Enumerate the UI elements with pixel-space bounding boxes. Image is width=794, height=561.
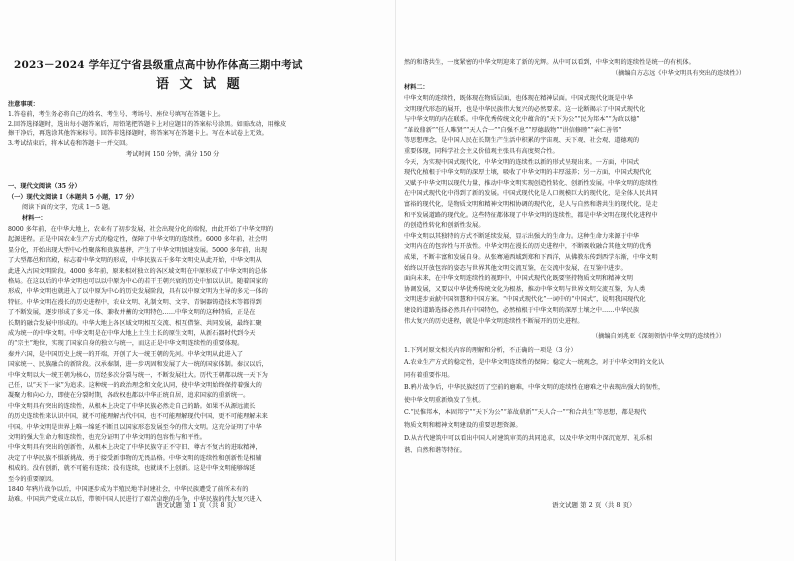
body-line: 中华文明具有突出的连续性，从根本上决定了中华民族必然走自己的路。如果不从源远流长	[8, 402, 256, 410]
page-gutter	[395, 0, 396, 561]
answer-option: D.从古代建筑中可以看出中国人对建筑审美的共同追求，以及中华文明中深沉宽厚、礼乐相	[404, 434, 653, 442]
body-line: 面向未来，在中华文明连续性的视野中，中国式现代化既要坚持物质文明和精神文明	[404, 275, 633, 283]
right-page	[402, 18, 788, 543]
body-line: 1840 年鸦片战争以后，中国逐步成为半殖民地半封建社会，中华民族遭受了前所未有的	[8, 486, 249, 493]
answer-option: A.农业生产方式的稳定性，是中华文明连续性的保障；稳定大一统观念，对于中华文明的文化认	[404, 359, 665, 366]
body-line: 秦并六国，是中国历史上统一的开端，开创了大一统王朝的先河。中华文明从此进入了	[8, 350, 244, 358]
body-line: 了大型都邑和宫殿，标志着中华文明的形成，中华民族五千多年文明史从此开始，中华文明从	[8, 257, 262, 265]
subsection-heading: （一）现代文阅读 I（本题共 5 小题，17 分）	[8, 194, 138, 201]
body-line: 文明进步贡献中国智慧和中国方案。“中国式现代化”一词中的“中国式”，说明我国现代化	[404, 296, 646, 304]
source-citation: （摘编自方志远《中华文明具有突出的连续性》）	[612, 70, 746, 77]
body-line: 己任，以“天下一家”为追求。这种统一的政治理念和文化认同，使中华文明始终保持着强大的	[8, 382, 262, 389]
body-line: 长期的融合发展中形成的。中华大地上各区域文明相互交流、相互借鉴、共同发展，最终汇聚	[8, 319, 262, 327]
section-heading: 一、现代文阅读（35 分）	[8, 183, 81, 190]
answer-option: 物质文明和精神文明建设的重要思想资源。	[404, 422, 522, 429]
body-line: 始终以开放包容的姿态与世界其他文明交流互鉴，在交流中发展，在互鉴中进步。	[404, 264, 627, 272]
exam-title: 2023－2024 学年辽宁省县级重点高中协作体高三期中考试	[14, 59, 303, 71]
material-label: 材料一：	[22, 215, 47, 222]
body-line: 凝聚力和向心力，即使在分裂时期，各政权也都以中华正统自居，追求国家的重新统一。	[8, 392, 250, 400]
body-line: 成果，不断丰富和发展自身。从张骞通西域到郑和下西洋，从佛教东传到西学东渐，中华文明	[404, 254, 658, 261]
body-line: 决定了中华民族不惧新挑战、勇于接受新事物的无畏品格。中华文明的连续性和创新性是相辅	[8, 454, 262, 462]
body-line: 重要体现，同科学社会主义价值观主张具有高度契合性。	[404, 148, 559, 155]
reading-instruction: 阅读下面的文字，完成 1～5 题。	[22, 204, 115, 211]
body-line: 文明现代形态的展开，也是中华民族伟大复兴的必然要求。这一论断揭示了中国式现代化	[404, 105, 646, 113]
answer-option: 谐、自然和谐等特征。	[404, 447, 466, 455]
body-line: 文明的强大生命力和连续性，也充分证明了中华文明的包容性与和平性。	[8, 434, 206, 441]
body-line: 的“宗主”地位，实现了国家自身的独立与统一，而这正是中华文明连续性的重要体现。	[8, 340, 244, 348]
body-line: 现代化植根于中华文明的深厚土壤，吸收了中华文明的丰厚滋养；另一方面，中国式现代化	[404, 169, 652, 177]
body-line: 文明内在的包容性与开放性。中华文明在漫长的历史进程中，不断吸收融合其他文明的优秀	[404, 243, 652, 251]
answer-option: 同有着重要作用。	[404, 371, 454, 379]
body-line: 形成，中华文明也就进入了以中原为中心的历史发展阶段，具有以中原文明为主导的多元一体的	[8, 288, 268, 296]
exam-time-info: 考试时间 150 分钟，满分 150 分	[126, 151, 220, 158]
body-line: 至今的重要原因。	[8, 475, 58, 483]
body-line: 中华文明的连续性，既体现在物质层面，也体现在精神层面。中国式现代化既是中华	[404, 95, 633, 102]
notes-heading: 注意事项：	[8, 101, 39, 108]
body-line: 在中国式现代化中得到了新的发展。中国式现代化是人口规模巨大的现代化，是全体人民共同	[404, 190, 658, 198]
note-line: 1.答卷前，考生务必将自己的姓名、考生号、考场号、座位号填写在答题卡上。	[8, 111, 225, 118]
body-line: 和平发展道路的现代化。这些特征都体现了中华文明的连续性，都是中华文明在现代化进程中	[404, 211, 658, 219]
answer-option: B.鸦片战争后，中华民族经历了空前的磨难，中华文明的连续性在磨难之中表现出强大的韧性，	[404, 384, 665, 392]
body-line: 伟大复兴的历史进程，就是中华文明连续性不断展开的历史进程。	[404, 317, 584, 325]
body-line: 成为统一的中华文明。中华文明是在中华大地上土生土长的原生文明，从新石器时代到今天	[8, 330, 256, 337]
body-line: 此进入古国文明阶段。4000 多年前，原来相对独立的各区域文明在中原形成了中华文明的总体	[8, 267, 268, 275]
body-line: 富裕的现代化，是物质文明和精神文明相协调的现代化，是人与自然和谐共生的现代化，是走	[404, 201, 658, 208]
page-footer: 语文试题 第 1 页（共 8 页）	[156, 501, 240, 509]
body-line: 8000 多年前，在中华大地上，农业有了初步发展，社会出现分化的端倪，由此开始了中华文明的	[8, 226, 274, 233]
body-line: 国家统一、民族融合的新阶段。汉承秦制，进一步巩固和发展了大一统的国家体制。秦汉以后，	[8, 361, 268, 369]
body-line: 的历史连续性来认识中国，就不可能理解古代中国，也不可能理解现代中国，更不可能理解未来	[8, 413, 268, 421]
body-line: 中华文明具有突出的创新性，从根本上决定了中华民族守正不守旧、尊古不复古的进取精神，	[8, 444, 262, 452]
body-line: 协调发展，又要以中华优秀传统文化为根基，推动中华文明与世界文明交流互鉴，为人类	[404, 285, 646, 293]
body-line: 与中华文明的内在联系。中华优秀传统文化中蕴含的“天下为公”“民为邦本”“为政以德”	[404, 116, 640, 124]
body-line: 等思想理念，是中国人民在长期生产生活中积累的宇宙观、天下观、社会观、道德观的	[404, 137, 640, 145]
body-line: 显分化，开始出现大型中心性聚落和贵族墓葬，产生了中华文明加速发展。5000 多年前，出现	[8, 246, 268, 254]
body-line: 中华文明以大一统王朝为核心，历经多次分裂与统一，不断发展壮大。历代王朝都以统一天下为	[8, 371, 268, 379]
body-line: 中华文明以其独特的方式不断延续发展，显示出强大的生命力。这种生命力来源于中华	[404, 232, 640, 240]
body-line: 特征。中华文明在漫长的历史进程中，农业文明、礼制文明、文字、青铜器铸造技术等都得到	[8, 298, 262, 306]
answer-option: 使中华文明重新焕发了生机。	[404, 396, 485, 404]
source-citation: （摘编自刘兆亚《深刻领悟中华文明的连续性》）	[592, 333, 726, 340]
body-line: 建设的道路选择必然具有中国特色，必然植根于中华文明的深厚土壤之中……中华民族	[404, 307, 640, 314]
body-line: 了不断发展，逐步形成了多元一体、兼收并蓄的文明特色……中华文明的这种特质，正是在	[8, 309, 256, 317]
note-line: 擦干净后，再选涂其他答案标号。回答非选择题时，将答案写在答题卡上。写在本试卷上无效。	[8, 130, 268, 138]
note-line: 2.回答选择题时，选出每小题答案后，用铅笔把答题卡上对应题目的答案标号涂黑。如需改动，用橡皮	[8, 120, 287, 128]
body-line: 相成的。没有创新，就不可能有连续；没有连续，也就谈不上创新。这是中华文明能够绵延	[8, 465, 256, 473]
body-line: 今天，为实现中国式现代化，中华文明的连续性以新的形式呈现出来。一方面，中国式	[404, 158, 640, 166]
subject-title: 语 文 试 题	[156, 77, 243, 92]
question-stem: 1.下列对原文相关内容的理解和分析，不正确的一项是（3 分）	[404, 347, 577, 354]
body-line: 的创造性转化和创新性发展。	[404, 222, 485, 230]
left-page	[6, 18, 390, 543]
body-line: “革故鼎新”“任人唯贤”“天人合一”“自强不息”“厚德载物”“讲信修睦”“亲仁善邻”	[404, 126, 622, 134]
note-line: 3.考试结束后，将本试卷和答题卡一并交回。	[8, 139, 132, 147]
body-line: 中国。中华文明是世界上唯一绵延不断且以国家形态发展至今的伟大文明。这充分证明了中华	[8, 423, 262, 431]
continued-line: 然的和谐共生，一度紧密的中华文明迎来了新的光辉。从中可以看到，中华文明的连续性是统一的有机体。	[404, 59, 695, 66]
body-line: 起源进程。正是中国农业生产方式的稳定性，保障了中华文明的连续性。6000 多年前，社会明	[8, 236, 268, 244]
body-line: 劫难。中国共产党成立以后，带领中国人民进行了艰苦卓绝的斗争，中华民族的伟大复兴进入	[8, 496, 262, 504]
answer-option: C.“民惟邦本，本固邦宁”“天下为公”“革故鼎新”“天人合一”“和合共生”等思想，都是现代	[404, 409, 647, 417]
material-label: 材料二：	[404, 84, 429, 91]
page-footer: 语文试题 第 2 页（共 8 页）	[552, 501, 636, 509]
body-line: 格局。在这以后的中华文明也可以以中原为中心的若干王朝兴衰的历史中加以认识。随着国家的	[8, 278, 268, 285]
body-line: 又赋予中华文明以现代力量，推动中华文明实现创造性转化、创新性发展。中华文明的连续性	[404, 179, 658, 187]
